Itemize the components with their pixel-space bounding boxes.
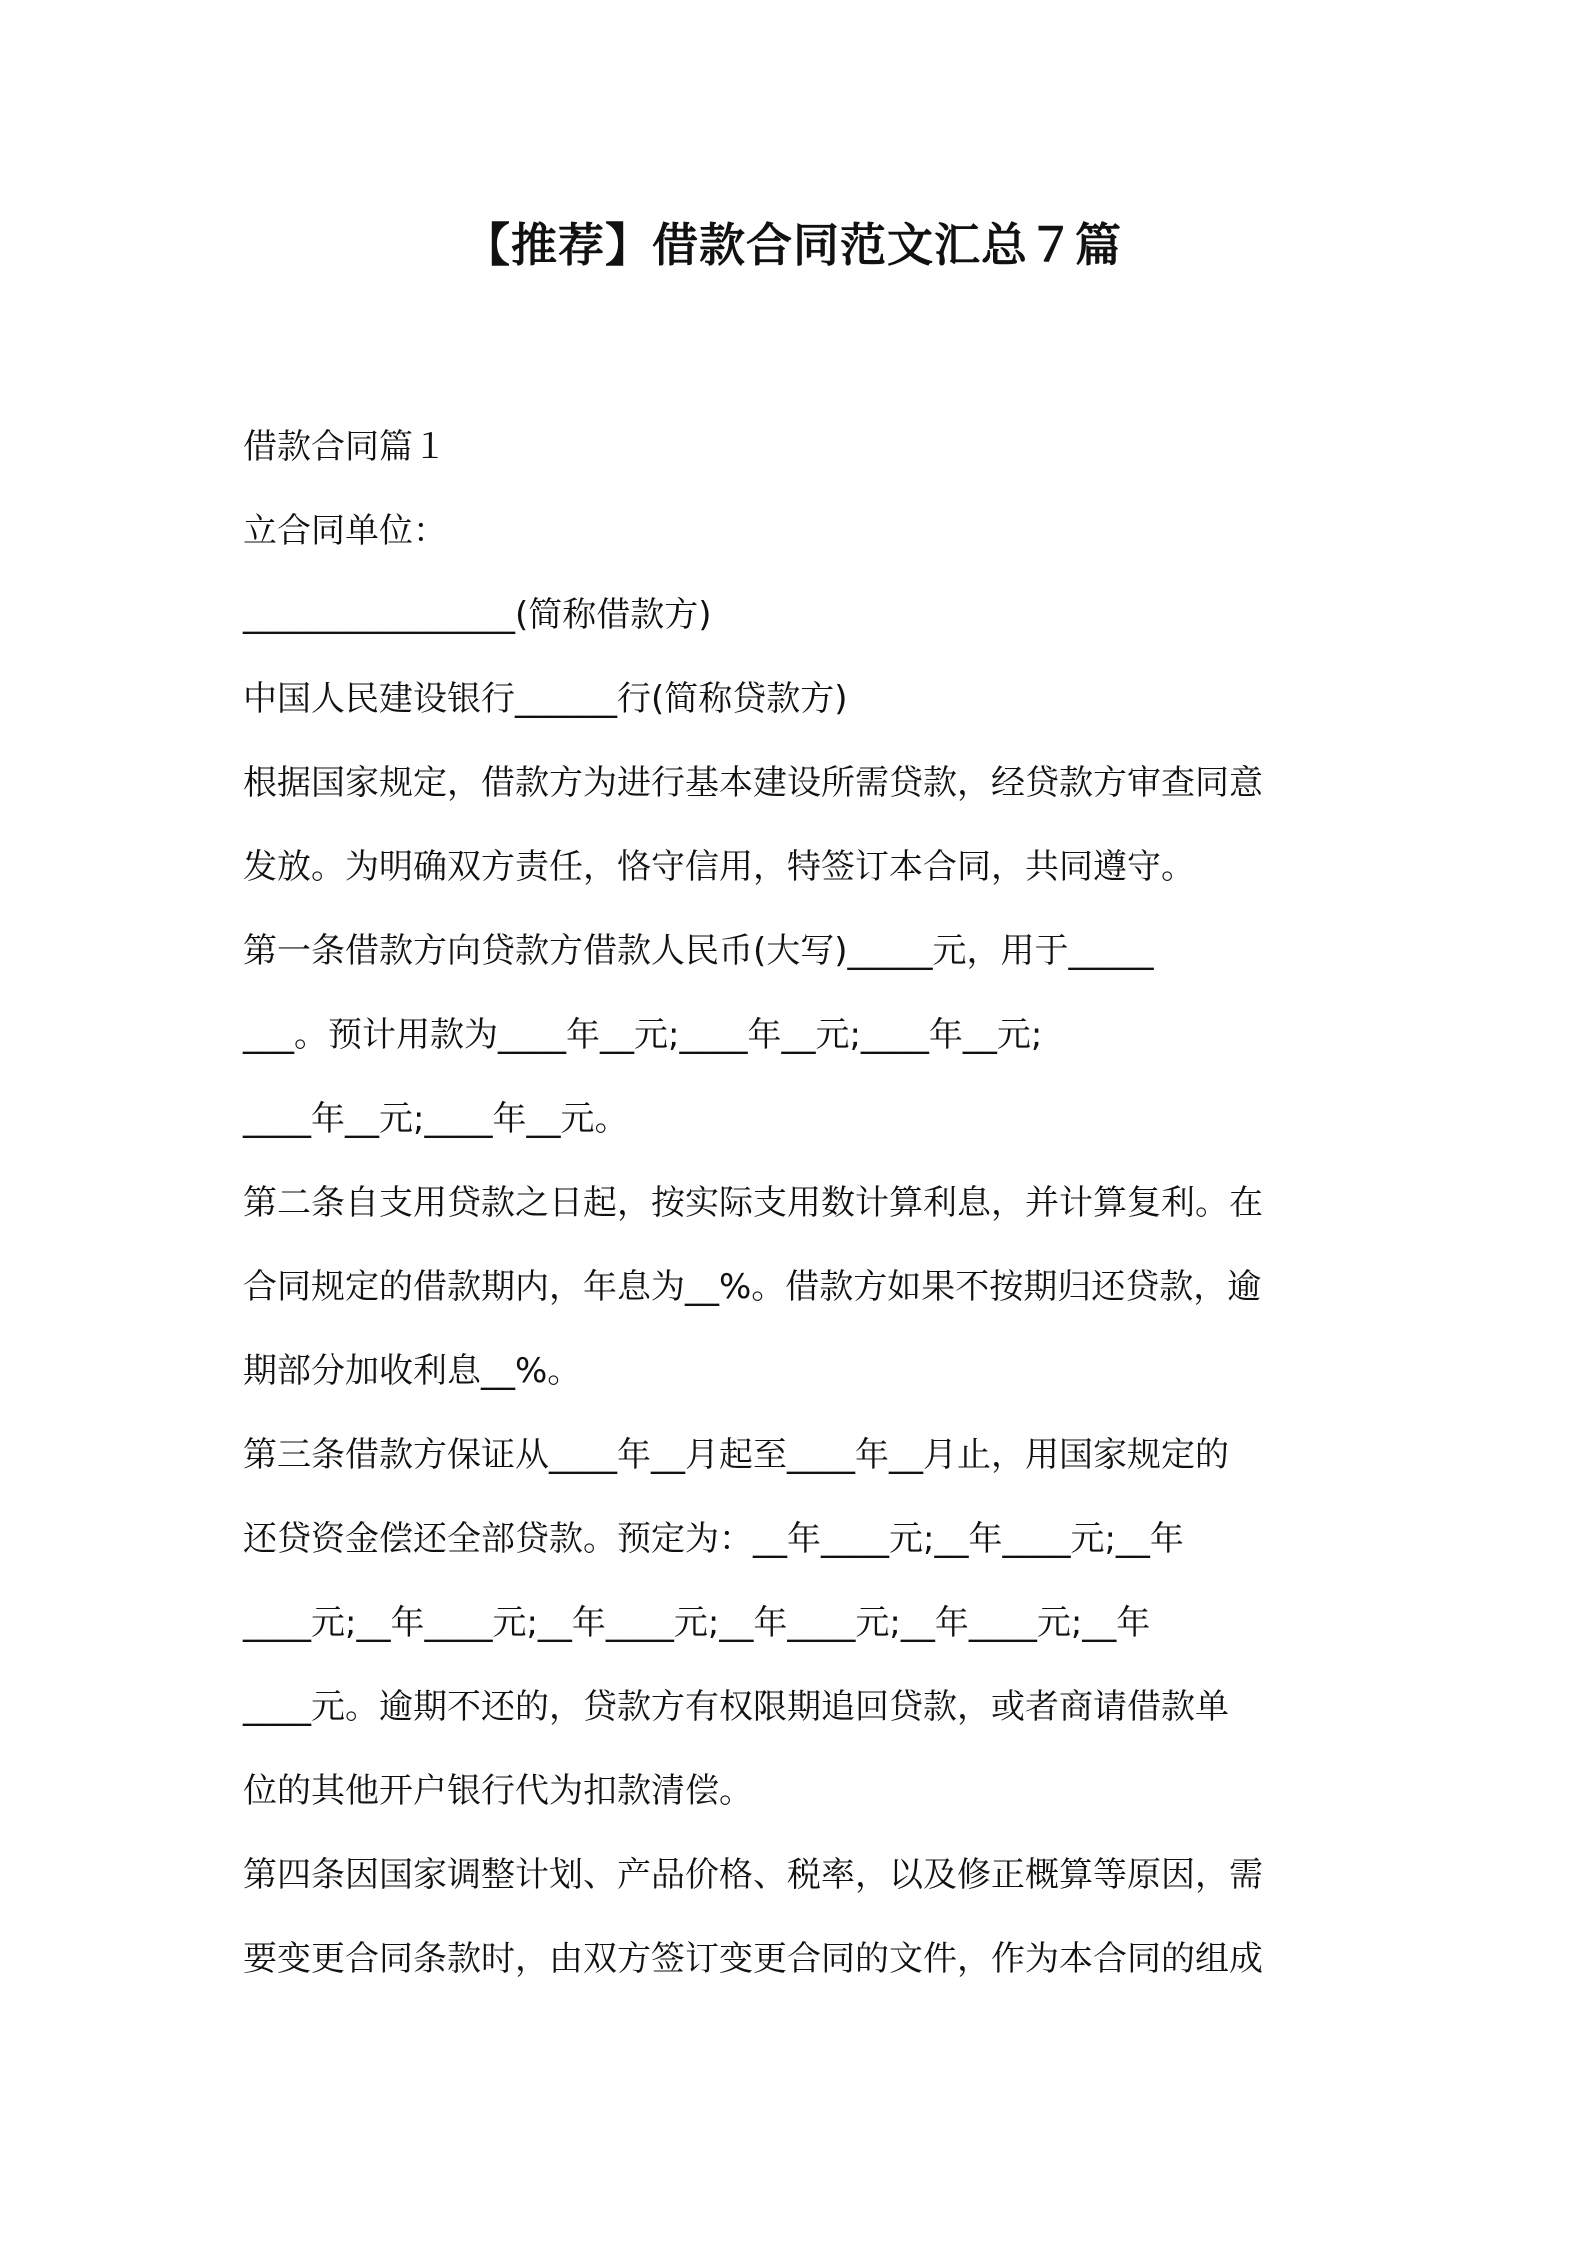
- article-4-line-1: 第四条因国家调整计划、产品价格、税率，以及修正概算等原因，需: [243, 1855, 1263, 1895]
- contract-parties-label: 立合同单位：: [243, 511, 447, 551]
- preamble-line-1: 根据国家规定，借款方为进行基本建设所需贷款，经贷款方审查同意: [243, 763, 1263, 803]
- article-4-line-2: 要变更合同条款时，由双方签订变更合同的文件，作为本合同的组成: [243, 1939, 1263, 1979]
- article-2-line-2: 合同规定的借款期内，年息为__%。借款方如果不按期归还贷款，逾: [243, 1267, 1262, 1307]
- article-3-line-1: 第三条借款方保证从____年__月起至____年__月止，用国家规定的: [243, 1435, 1229, 1475]
- article-1-line-2: ___。预计用款为____年__元;____年__元;____年__元;: [243, 1015, 1043, 1055]
- article-3-line-2: 还贷资金偿还全部贷款。预定为：__年____元;__年____元;__年: [243, 1519, 1184, 1559]
- section-heading: 借款合同篇１: [243, 427, 447, 467]
- lender-line: 中国人民建设银行______行(简称贷款方): [243, 679, 848, 719]
- article-1-line-1: 第一条借款方向贷款方借款人民币(大写)_____元，用于_____: [243, 931, 1154, 971]
- article-3-line-4: ____元。逾期不还的，贷款方有权限期追回贷款，或者商请借款单: [243, 1687, 1229, 1727]
- article-3-line-5: 位的其他开户银行代为扣款清偿。: [243, 1771, 753, 1811]
- borrower-line: ________________(简称借款方): [243, 595, 712, 635]
- document-title: 【推荐】借款合同范文汇总７篇: [464, 218, 1122, 272]
- article-2-line-3: 期部分加收利息__%。: [243, 1351, 582, 1391]
- article-1-line-3: ____年__元;____年__元。: [243, 1099, 629, 1139]
- preamble-line-2: 发放。为明确双方责任，恪守信用，特签订本合同，共同遵守。: [243, 847, 1195, 887]
- article-2-line-1: 第二条自支用贷款之日起，按实际支用数计算利息，并计算复利。在: [243, 1183, 1263, 1223]
- document-body: [243, 405, 1355, 2001]
- article-3-line-3: ____元;__年____元;__年____元;__年____元;__年____元;__年: [243, 1603, 1151, 1643]
